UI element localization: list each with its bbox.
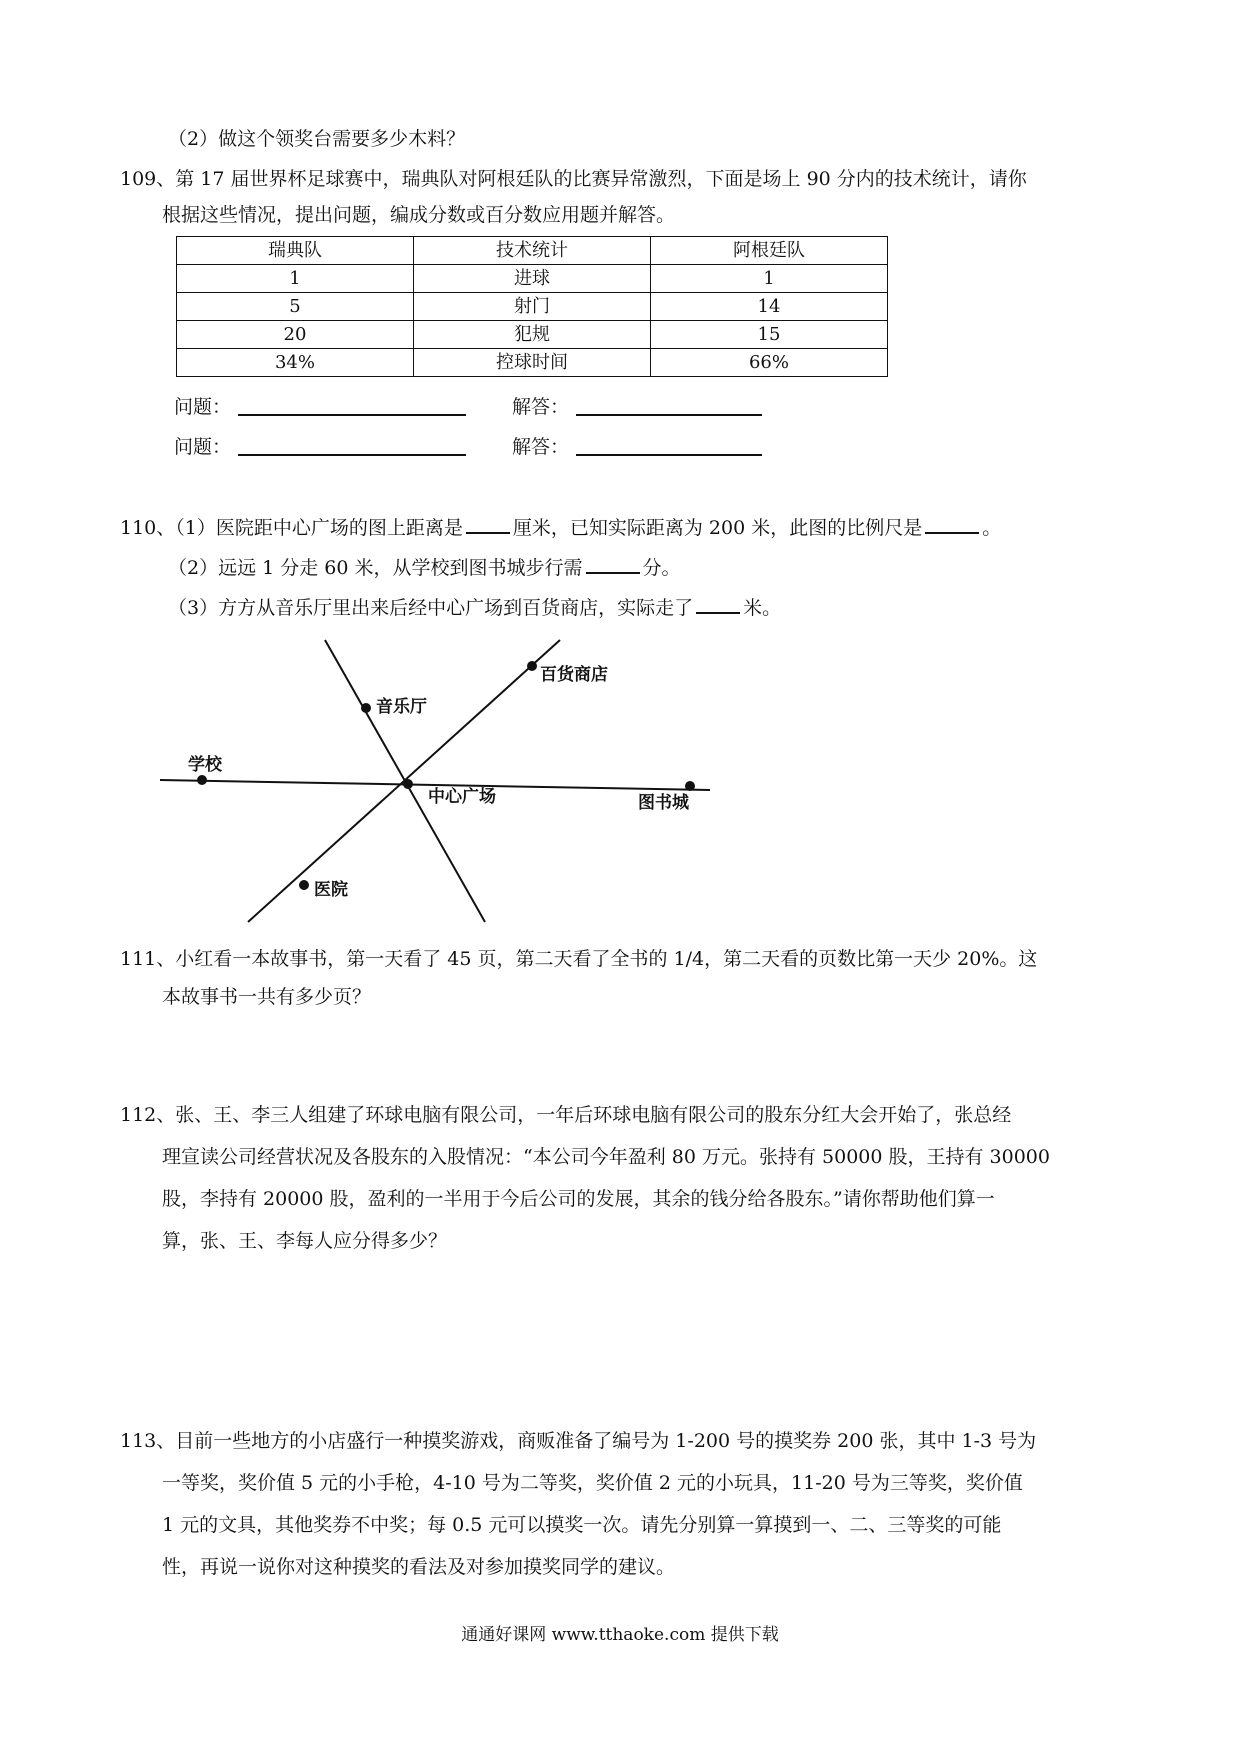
answer-label-2: 解答：: [512, 436, 570, 458]
q111-text-line2: 本故事书一共有多少页？: [162, 986, 372, 1008]
music-hall-marker: [361, 703, 371, 713]
school-label: 学校: [188, 755, 222, 775]
q113-text-line2: 一等奖，奖价值 5 元的小手枪，4-10 号为二等奖，奖价值 2 元的小玩具，11-20 号为三等奖，奖价值: [162, 1472, 1023, 1494]
q110-part2-text-a: （2）远远 1 分走 60 米，从学校到图书城步行需: [168, 557, 583, 579]
q113-text-line1: 113、目前一些地方的小店盛行一种摸奖游戏，商贩准备了编号为 1-200 号的摸奖券 200 张，其中 1-3 号为: [120, 1430, 1037, 1452]
q110-part1-text-a: 110、（1）医院距中心广场的图上距离是: [120, 517, 463, 539]
table-cell: 1: [177, 265, 414, 293]
center-square-marker: [403, 779, 413, 789]
center-square-label: 中心广场: [428, 787, 496, 807]
q109-text-line2: 根据这些情况，提出问题，编成分数或百分数应用题并解答。: [162, 204, 676, 226]
table-cell: 20: [177, 321, 414, 349]
table-cell: 66%: [651, 349, 888, 377]
school-marker: [197, 775, 207, 785]
table-cell: 14: [651, 293, 888, 321]
store-label: 百货商店: [540, 665, 608, 685]
q110-part1-text-c: 。: [982, 517, 1002, 539]
header-sweden: 瑞典队: [177, 237, 414, 265]
q112-text-line1: 112、张、王、李三人组建了环球电脑有限公司，一年后环球电脑有限公司的股东分红大会开始了，张总经: [120, 1104, 1012, 1126]
q111-text-line1: 111、小红看一本故事书，第一天看了 45 页，第二天看了全书的 1/4，第二天看的页数比第一天少 20%。这: [120, 948, 1038, 970]
q112-text-line3: 股，李持有 20000 股，盈利的一半用于今后公司的发展，其余的钱分给各股东。”请你帮助他们算一: [162, 1188, 995, 1210]
q109-text-line1: 109、第 17 届世界杯足球赛中，瑞典队对阿根廷队的比赛异常激烈，下面是场上 90 分内的技术统计，请你: [120, 168, 1027, 190]
q110-part3-text-b: 米。: [743, 597, 782, 619]
q113-text-line4: 性，再说一说你对这种摸奖的看法及对参加摸奖同学的建议。: [162, 1556, 676, 1578]
footer-credit: 通通好课网 www.tthaoke.com 提供下载: [461, 1625, 779, 1645]
music-hall-label: 音乐厅: [376, 697, 427, 717]
table-cell: 34%: [177, 349, 414, 377]
table-cell: 犯规: [414, 321, 651, 349]
answer-label-1: 解答：: [512, 396, 570, 418]
q112-text-line4: 算，张、王、李每人应分得多少？: [162, 1230, 448, 1252]
table-cell: 15: [651, 321, 888, 349]
q108-part2: （2）做这个领奖台需要多少木料？: [168, 128, 466, 150]
header-stats: 技术统计: [414, 237, 651, 265]
hospital-label: 医院: [314, 880, 348, 900]
table-cell: 射门: [414, 293, 651, 321]
question-label-1: 问题：: [174, 396, 232, 418]
library-marker: [685, 781, 695, 791]
question-label-2: 问题：: [174, 436, 232, 458]
table-cell: 5: [177, 293, 414, 321]
store-marker: [527, 661, 537, 671]
q112-text-line2: 理宣读公司经营状况及各股东的入股情况：“本公司今年盈利 80 万元。张持有 50000 股，王持有 30000: [162, 1146, 1050, 1168]
library-label: 图书城: [638, 793, 689, 813]
table-cell: 1: [651, 265, 888, 293]
q110-part1-text-b: 厘米，已知实际距离为 200 米，此图的比例尺是: [512, 517, 923, 539]
hospital-marker: [299, 880, 309, 890]
q113-text-line3: 1 元的文具，其他奖券不中奖；每 0.5 元可以摸奖一次。请先分别算一算摸到一、二、三等奖的可能: [162, 1514, 1002, 1536]
q110-part3-text-a: （3）方方从音乐厅里出来后经中心广场到百货商店，实际走了: [168, 597, 694, 619]
table-cell: 进球: [414, 265, 651, 293]
header-argentina: 阿根廷队: [651, 237, 888, 265]
table-cell: 控球时间: [414, 349, 651, 377]
q110-part2-text-b: 分。: [642, 557, 681, 579]
